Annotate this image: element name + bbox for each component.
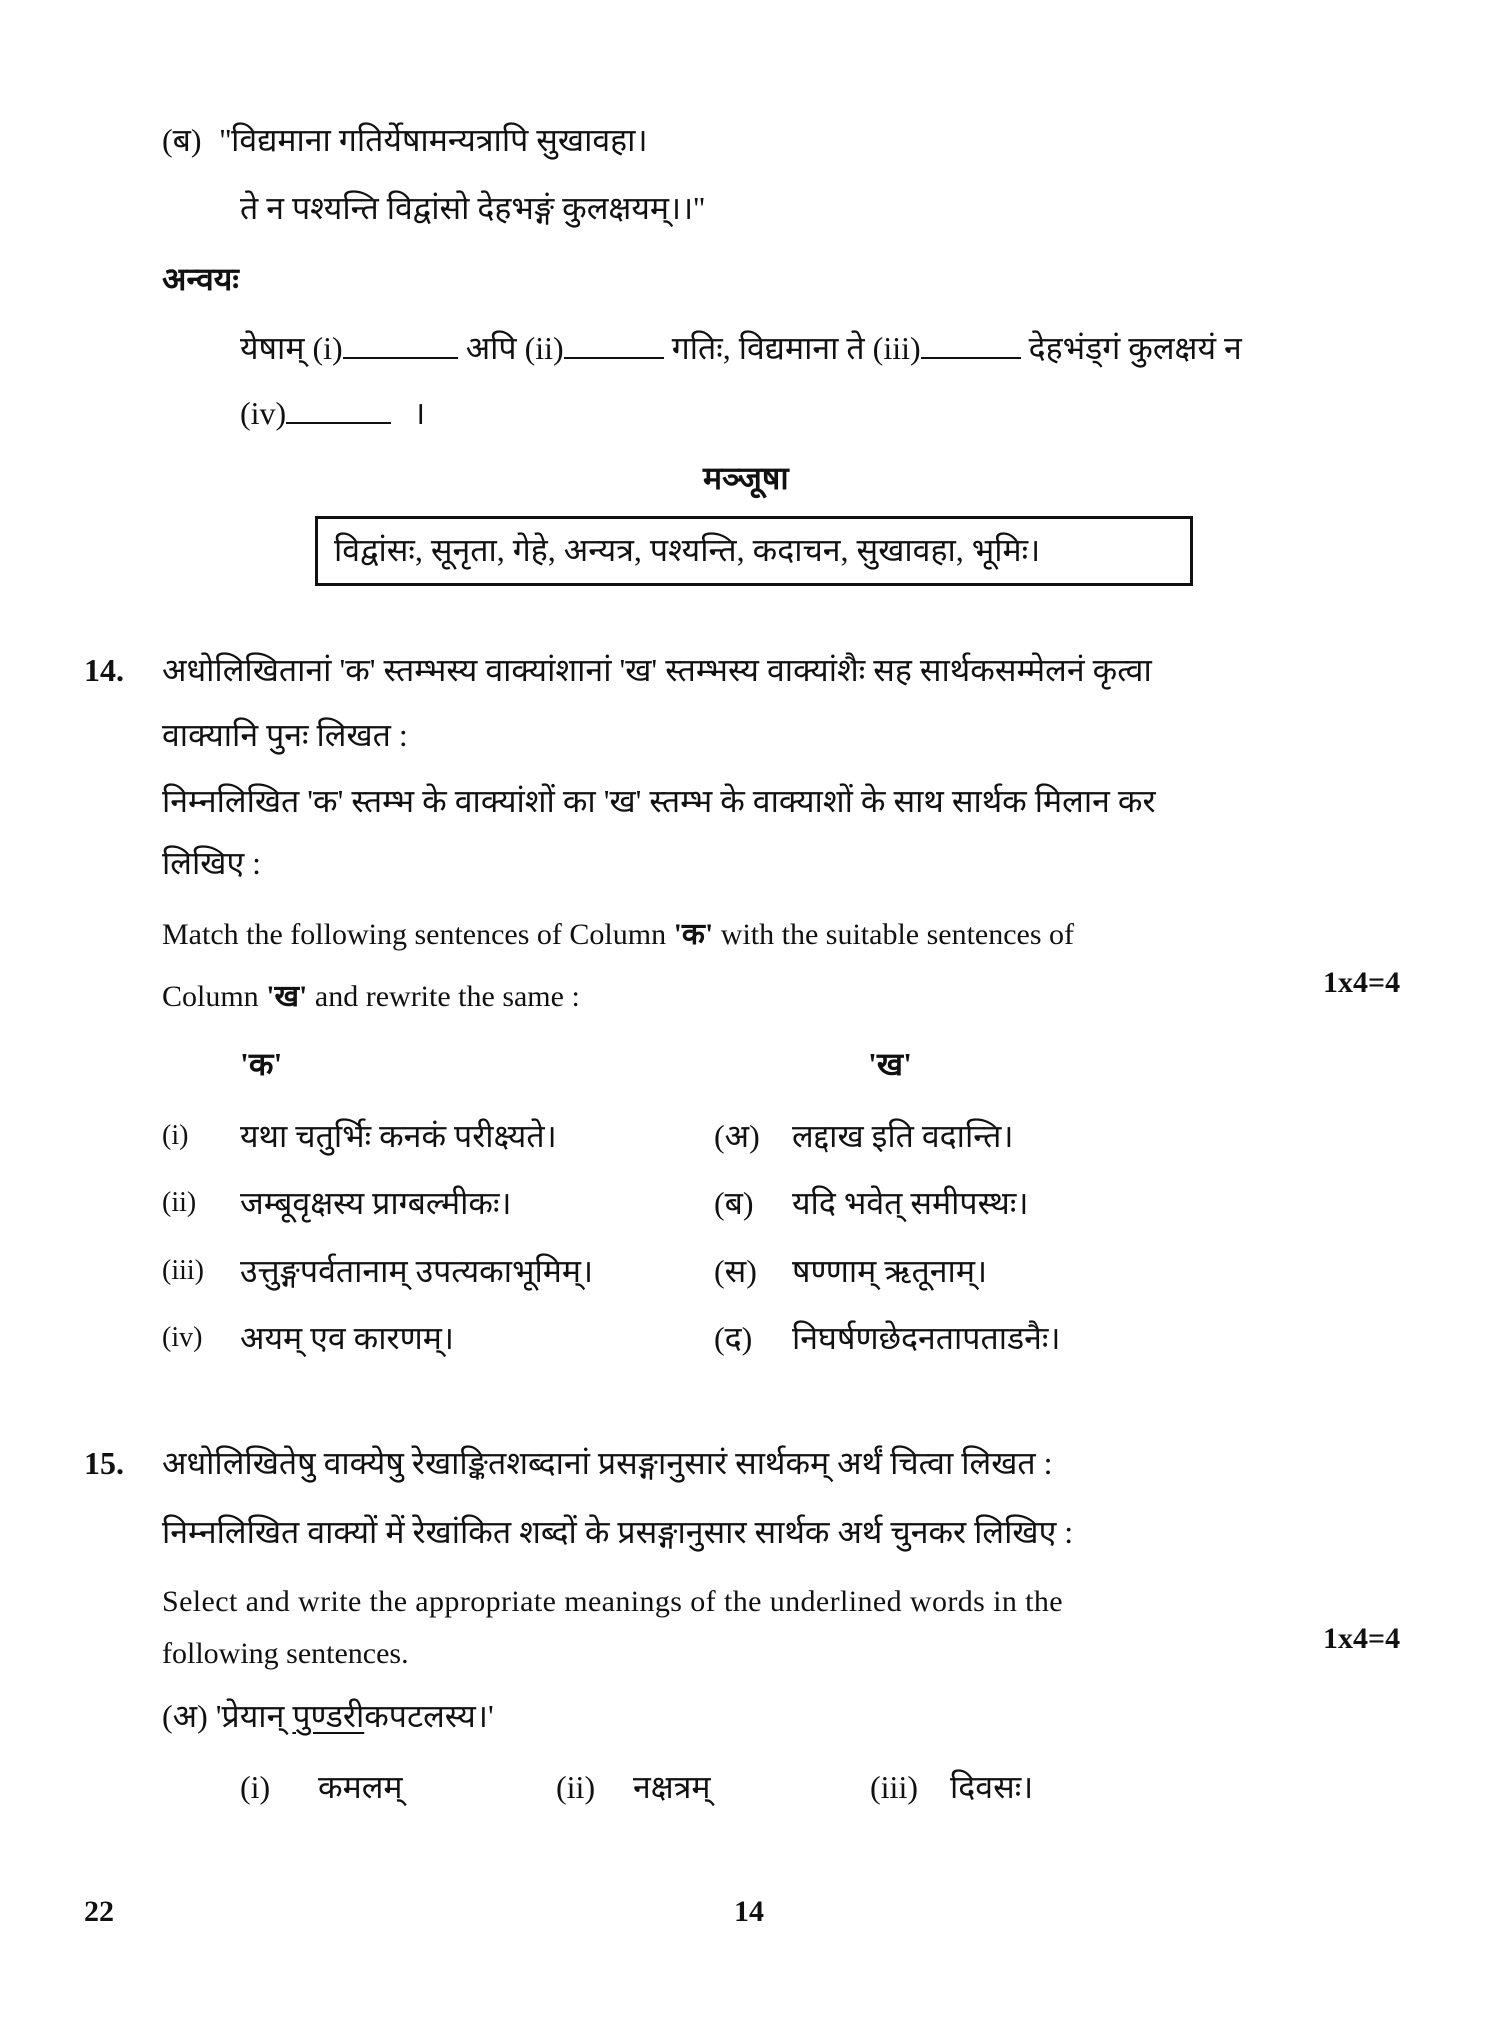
q15-english-line-2: following sentences.: [162, 1637, 409, 1670]
anvaya-line-2: [240, 393, 425, 433]
part-label: (ब): [162, 122, 202, 158]
column-kha-label: 'ख': [266, 980, 308, 1013]
column-ka-header: 'क': [240, 1046, 283, 1082]
option-3-text: दिवसः।: [950, 1769, 1034, 1805]
anvaya-text: येषाम् (i): [240, 330, 343, 366]
column-ka-text: उत्तुङ्गपर्वतानाम् उपत्यकाभूमिम्।: [240, 1253, 594, 1289]
q14-hindi-line-2: लिखिए :: [162, 845, 262, 881]
column-ka-text: अयम् एव कारणम्।: [240, 1320, 454, 1356]
anvaya-text: अपि (ii): [465, 330, 564, 366]
blank-i: [343, 329, 458, 359]
q15-marks: 1x4=4: [1323, 1622, 1401, 1655]
row-kha-label: (द): [714, 1320, 753, 1356]
anvaya-heading: अन्वयः: [162, 261, 239, 297]
row-kha-label: (अ): [714, 1118, 760, 1154]
column-ka-label: 'क': [673, 918, 714, 951]
row-kha-label: (ब): [714, 1185, 754, 1221]
verse-text: ''विद्यमाना गतिर्येषामन्यत्रापि सुखावहा।: [219, 122, 648, 158]
option-3-num: (iii): [870, 1769, 918, 1805]
q15-sanskrit-line: अधोलिखितेषु वाक्येषु रेखाङ्कितशब्दानां प्रसङ्गानुसारं सार्थकम् अर्थं चित्वा लिखत :: [162, 1445, 1053, 1481]
blank-ii: [564, 329, 664, 359]
column-kha-header: 'ख': [868, 1046, 912, 1082]
q14-sanskrit-line-2: वाक्यानि पुनः लिखत :: [162, 717, 408, 753]
question-number-14: 14.: [84, 652, 124, 688]
q14-sanskrit-line-1: अधोलिखितानां 'क' स्तम्भस्य वाक्यांशानां 'ख' स्तम्भस्य वाक्यांशैः सह सार्थकसम्मेलनं कृत्वा: [162, 652, 1152, 688]
column-kha-text: यदि भवेत् समीपस्थः।: [792, 1185, 1029, 1221]
manjusha-heading: मञ्जूषा: [703, 460, 789, 496]
row-kha-label: (स): [714, 1253, 757, 1289]
row-number: (iii): [162, 1255, 204, 1286]
manjusha-box: [315, 516, 1193, 586]
part-label: (अ): [162, 1698, 208, 1734]
text: Column: [162, 980, 267, 1013]
anvaya-text: (iv): [240, 395, 287, 431]
page-number: 14: [734, 1895, 764, 1928]
question-number-15: 15.: [84, 1445, 124, 1481]
q14-english-line-1: [162, 915, 1074, 955]
option-1-num: (i): [240, 1769, 271, 1805]
option-1-text: कमलम्: [318, 1769, 403, 1805]
option-2-text: नक्षत्रम्: [633, 1769, 711, 1805]
anvaya-text: देहभंड्गं कुलक्षयं न: [1028, 330, 1242, 366]
column-kha-text: निघर्षणछेदनतापताडनैः।: [792, 1320, 1061, 1356]
q15-english-line-1: Select and write the appropriate meanings of the underlined words in the: [162, 1585, 1064, 1618]
manjusha-words: विद्वांसः, सूनृता, गेहे, अन्यत्र, पश्यन्ति, कदाचन, सुखावहा, भूमिः।: [334, 532, 1041, 568]
anvaya-text: गतिः, विद्यमाना ते (iii): [671, 330, 921, 366]
column-ka-text: यथा चतुर्भिः कनकं परीक्ष्यते।: [240, 1118, 557, 1154]
row-number: (iv): [162, 1322, 203, 1353]
q15-part-a: [162, 1696, 494, 1736]
verse-line-2: ते न पश्यन्ति विद्वांसो देहभङ्गं कुलक्षयम्।।'': [240, 190, 705, 226]
anvaya-line-1: [240, 328, 1242, 368]
text: Match the following sentences of Column: [162, 918, 674, 951]
underlined-word: पुण्डरी: [292, 1698, 365, 1734]
verse-line-1: [162, 120, 648, 160]
q14-hindi-line-1: निम्नलिखित 'क' स्तम्भ के वाक्यांशों का 'ख' स्तम्भ के वाक्याशों के साथ सार्थक मिलान कर: [162, 783, 1156, 819]
column-kha-text: षण्णाम् ऋतूनाम्।: [792, 1253, 988, 1289]
option-2-num: (ii): [556, 1769, 596, 1805]
sentence-text: कपटलस्य।': [364, 1698, 494, 1734]
blank-iii: [921, 329, 1021, 359]
q14-english-line-2: [162, 977, 580, 1017]
blank-iv: [286, 394, 391, 424]
column-kha-text: लद्दाख इति वदान्ति।: [792, 1118, 1014, 1154]
danda: ।: [413, 395, 426, 431]
footer-code: 22: [84, 1895, 114, 1928]
text: and rewrite the same :: [307, 980, 580, 1013]
row-number: (ii): [162, 1187, 197, 1218]
column-ka-text: जम्बूवृक्षस्य प्राग्बल्मीकः।: [240, 1185, 512, 1221]
row-number: (i): [162, 1120, 189, 1151]
q14-marks: 1x4=4: [1323, 966, 1401, 999]
text: with the suitable sentences of: [713, 918, 1075, 951]
sentence-text: 'प्रेयान्: [215, 1698, 293, 1734]
q15-hindi-line: निम्नलिखित वाक्यों में रेखांकित शब्दों के प्रसङ्गानुसार सार्थक अर्थ चुनकर लिखिए :: [162, 1514, 1074, 1550]
